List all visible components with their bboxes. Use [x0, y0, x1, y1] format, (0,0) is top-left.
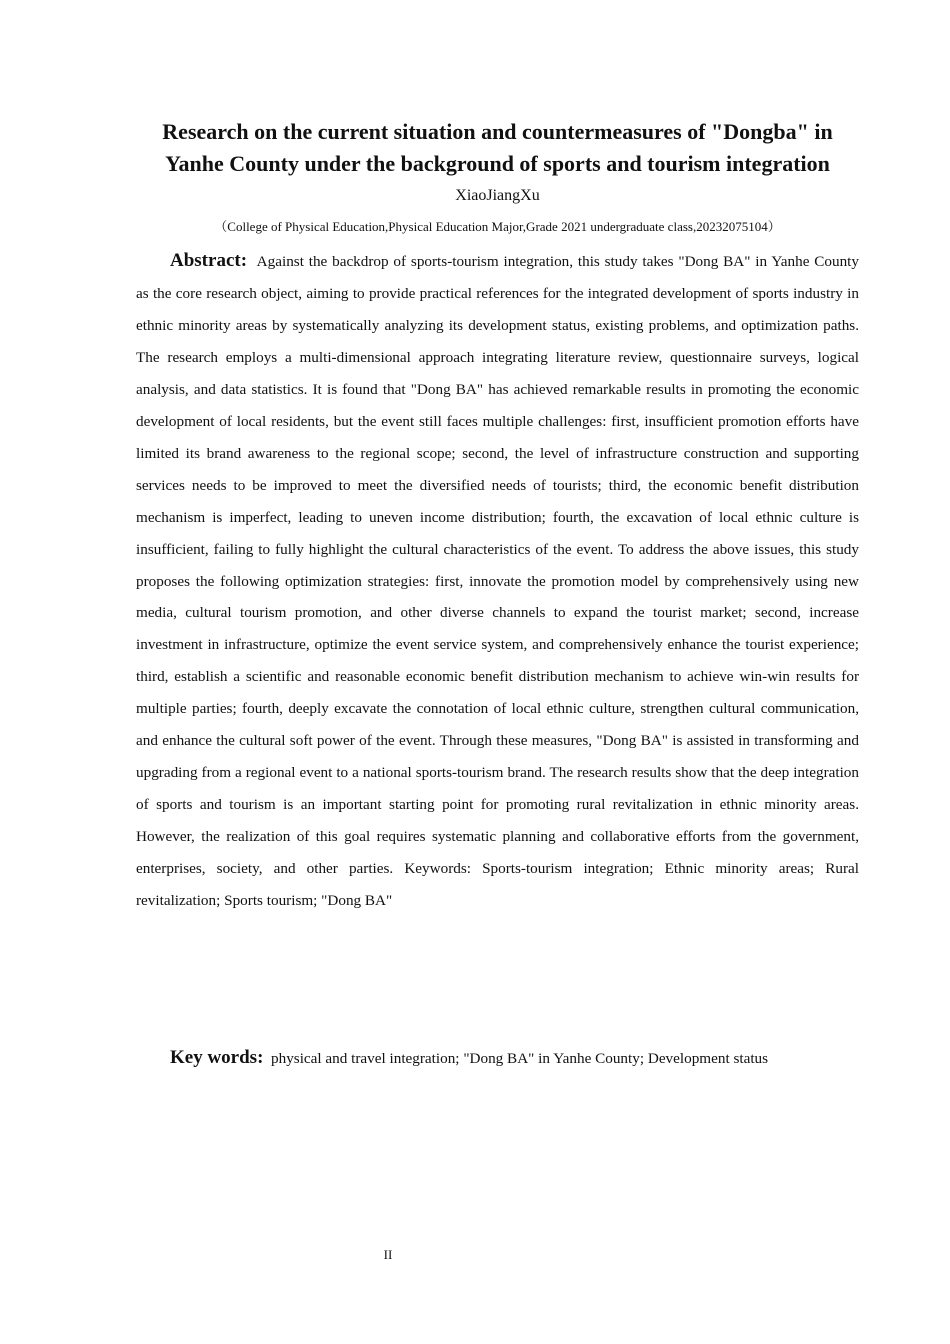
paper-title-line-1: Research on the current situation and countermeasures of "Dongba" in: [162, 119, 833, 144]
page-number: II: [383, 1247, 393, 1262]
paper-title: [100, 116, 895, 180]
keywords-label: Key words:: [170, 1047, 264, 1068]
keywords-paragraph: [136, 1042, 859, 1075]
keywords-text: physical and travel integration; "Dong BA" in Yanhe County; Development status: [271, 1050, 769, 1067]
abstract-paragraph: [136, 245, 859, 917]
abstract-text: Against the backdrop of sports-tourism integration, this study takes "Dong BA" in Yanhe County as the core research object, aiming to provide practical references for the integrated development of sports industry in ethnic minority areas by systematically analyzing its development status, existing problems, and optimization paths. The research employs a multi-dimensional approach integrating literature review, questionnaire surveys, logical analysis, and data statistics. It is found that "Dong BA" has achieved remarkable results in promoting the economic development of local residents, but the event still faces multiple challenges: first, insufficient promotion efforts have limited its brand awareness to the regional scope; second, the level of infrastructure construction and supporting services needs to be improved to meet the diversified needs of tourists; third, the economic benefit distribution mechanism is imperfect, leading to uneven income distribution; fourth, the excavation of local ethnic culture is insufficient, failing to fully highlight the cultural characteristics of the event. To address the above issues, this study proposes the following optimization strategies: first, innovate the promotion model by comprehensively using new media, cultural tourism promotion, and other diverse channels to expand the tourist market; second, increase investment in infrastructure, optimize the event service system, and comprehensively enhance the tourist experience; third, establish a scientific and reasonable economic benefit distribution mechanism to achieve win-win results for multiple parties; fourth, deeply excavate the connotation of local ethnic culture, strengthen cultural communication, and enhance the cultural soft power of the event. Through these measures, "Dong BA" is assisted in transforming and upgrading from a regional event to a national sports-tourism brand. The research results show that the deep integration of sports and tourism is an important starting point for promoting rural revitalization in ethnic minority areas. However, the realization of this goal requires systematic planning and collaborative efforts from the government, enterprises, society, and other parties. Keywords: Sports-tourism integration; Ethnic minority areas; Rural revitalization; Sports tourism; "Dong BA": [136, 253, 859, 910]
author-affiliation: （College of Physical Education,Physical Education Major,Grade 2021 undergraduate class,20232075104）: [214, 219, 781, 234]
paper-title-line-2: Yanhe County under the background of sports and tourism integration: [165, 151, 830, 176]
abstract-label: Abstract:: [170, 250, 248, 271]
author-name: XiaoJiangXu: [455, 187, 540, 204]
